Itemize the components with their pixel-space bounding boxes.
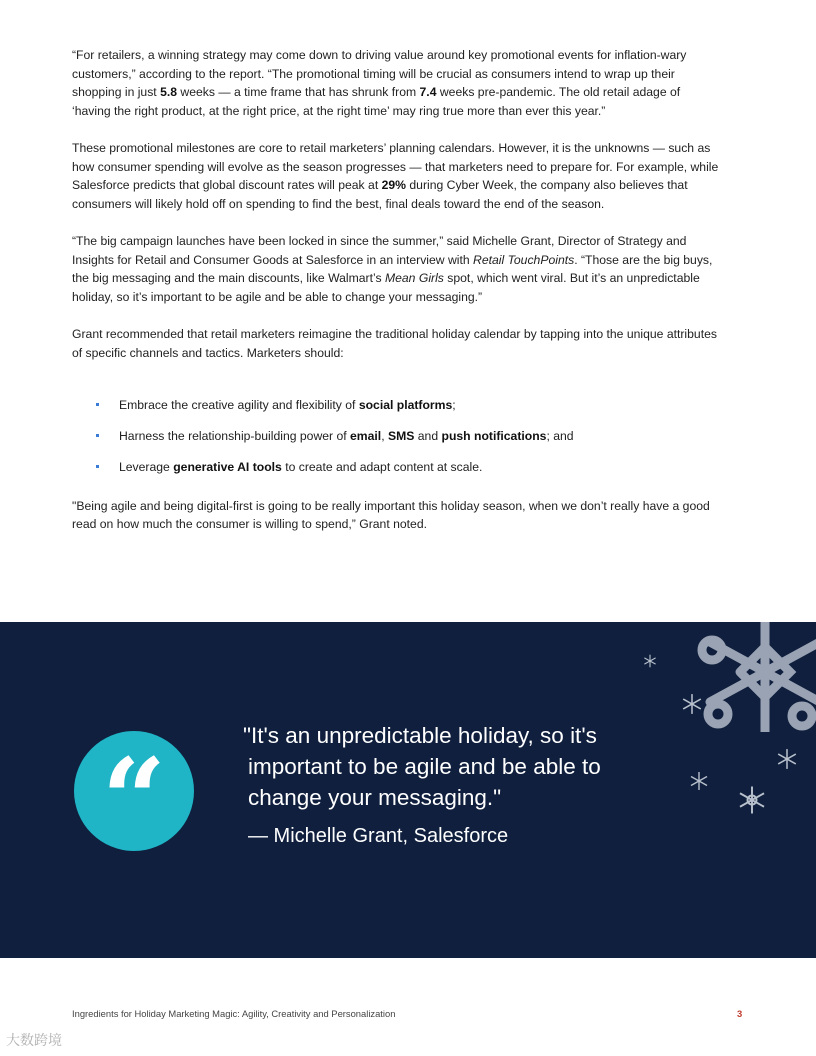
snowflake-icon [737,785,767,815]
snowflake-icon [776,748,798,770]
bullet-list [72,396,722,477]
bullet-dot-icon [96,403,99,406]
paragraph: These promotional milestones are core to retail marketers’ planning calendars. However, it is the unknowns — such as how consumer spending will evolve as the season progresses — that marketers need to prepare for. For example, while Salesforce predicts that global discount rates will peak at 29% during Cyber Week, the company also believes that consumers will likely hold off on spending to find the best, final deals toward the end of the season. [72,140,719,211]
snowflake-icon [689,771,709,791]
pullquote-attribution: — Michelle Grant, Salesforce [248,825,509,847]
footer-title: Ingredients for Holiday Marketing Magic: Agility, Creativity and Personalization [72,1008,396,1019]
article-body [72,46,722,552]
snowflake-icon [681,693,703,715]
quote-mark-icon [74,731,194,866]
paragraph: Grant recommended that retail marketers reimagine the traditional holiday calendar by tapping into the unique attributes of specific channels and tactics. Marketers should: [72,326,717,360]
pullquote-line: "It's an unpredictable holiday, so it's [243,723,597,748]
bullet-item: Embrace the creative agility and flexibility of social platforms; [72,396,722,415]
bullet-item: Harness the relationship-building power of email, SMS and push notifications; and [72,427,722,446]
page-number: 3 [737,1008,743,1019]
bullet-item: Leverage generative AI tools to create and adapt content at scale. [72,458,722,477]
paragraph: “The big campaign launches have been locked in since the summer,” said Michelle Grant, Director of Strategy and Insights for Retail and Consumer Goods at Salesforce in an interview with Retail TouchPoints. “Those are the big buys, the big messaging and the main discounts, like Walmart’s Mean Girls spot, which went viral. But it’s an unpredictable holiday, so it’s important to be agile and be able to change your messaging.” [72,233,713,304]
snowflake-icon [643,654,657,668]
pullquote-text [243,720,683,813]
paragraph: “For retailers, a winning strategy may come down to driving value around key promotional events for inflation-wary customers,” according to the report. “The promotional timing will be crucial as consumers intend to wrap up their shopping in just 5.8 weeks — a time frame that has shrunk from 7.4 weeks pre-pandemic. The old retail adage of ‘having the right product, at the right price, at the right time’ may ring true more than ever this year.” [72,48,687,118]
quote-mark: “ [101,735,167,866]
bullet-dot-icon [96,465,99,468]
snowflake-icon [690,622,816,732]
pullquote-line: important to be agile and be able to [248,754,601,779]
watermark: 大数跨境 [6,1032,62,1048]
pullquote-line: change your messaging." [248,785,502,810]
closing-paragraph: "Being agile and being digital-first is going to be really important this holiday season, when we don’t really have a good read on how much the consumer is willing to spend,” Grant noted. [72,498,710,532]
bullet-dot-icon [96,434,99,437]
